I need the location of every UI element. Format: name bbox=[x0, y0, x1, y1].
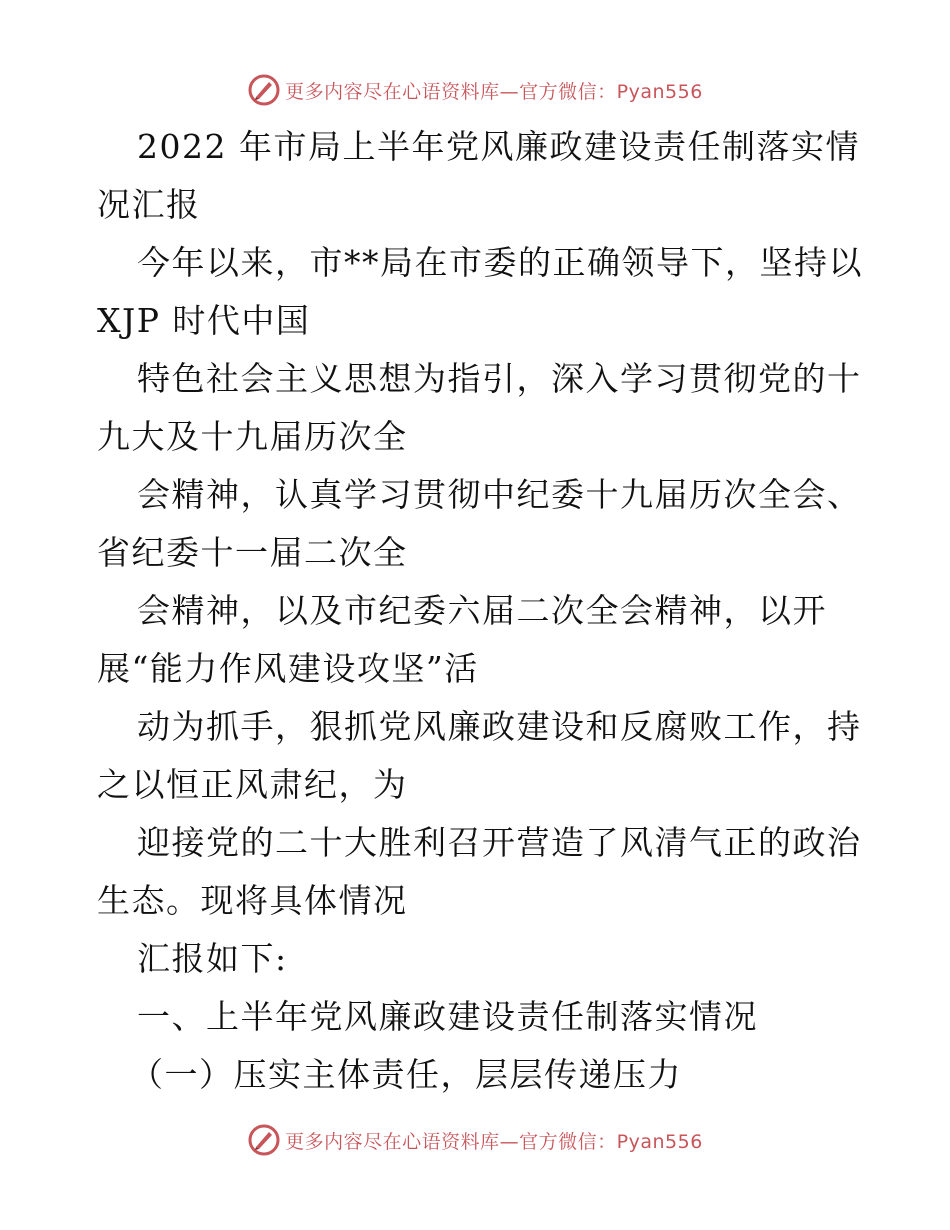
paragraph-line: 生态。现将具体情况 bbox=[97, 881, 408, 920]
paragraph-line: 会精神，认真学习贯彻中纪委十九届历次全会、 bbox=[137, 475, 862, 514]
paragraph-line: 动为抓手，狠抓党风廉政建设和反腐败工作，持 bbox=[137, 707, 862, 746]
paragraph-line: 今年以来，市**局在市委的正确领导下，坚持以 bbox=[137, 243, 863, 282]
footer-watermark-banner bbox=[0, 1120, 950, 1160]
paragraph-line: 会精神，以及市纪委六届二次全会精神，以开 bbox=[137, 591, 827, 630]
subsection-heading: （一）压实主体责任，层层传递压力 bbox=[130, 1055, 682, 1094]
document-title-line-2: 况汇报 bbox=[97, 185, 201, 224]
paragraph-line: 特色社会主义思想为指引，深入学习贯彻党的十 bbox=[137, 359, 862, 398]
paragraph-line: 之以恒正风肃纪，为 bbox=[97, 765, 408, 804]
header-watermark-banner bbox=[0, 70, 950, 110]
paragraph-line: XJP 时代中国 bbox=[97, 301, 311, 340]
quill-seal-icon bbox=[247, 73, 281, 107]
paragraph-line: 展“能力作风建设攻坚”活 bbox=[97, 649, 479, 688]
document-title-line-1: 2022 年市局上半年党风廉政建设责任制落实情 bbox=[137, 127, 860, 166]
watermark-text: 更多内容尽在心语资料库—官方微信：Pyan556 bbox=[285, 1130, 703, 1153]
paragraph-line: 省纪委十一届二次全 bbox=[97, 533, 408, 572]
watermark-text: 更多内容尽在心语资料库—官方微信：Pyan556 bbox=[285, 80, 703, 103]
paragraph-line: 汇报如下: bbox=[137, 939, 288, 978]
quill-seal-icon bbox=[247, 1123, 281, 1157]
paragraph-line: 迎接党的二十大胜利召开营造了风清气正的政治 bbox=[137, 823, 862, 862]
paragraph-line: 九大及十九届历次全 bbox=[97, 417, 408, 456]
section-heading: 一、上半年党风廉政建设责任制落实情况 bbox=[137, 997, 758, 1036]
